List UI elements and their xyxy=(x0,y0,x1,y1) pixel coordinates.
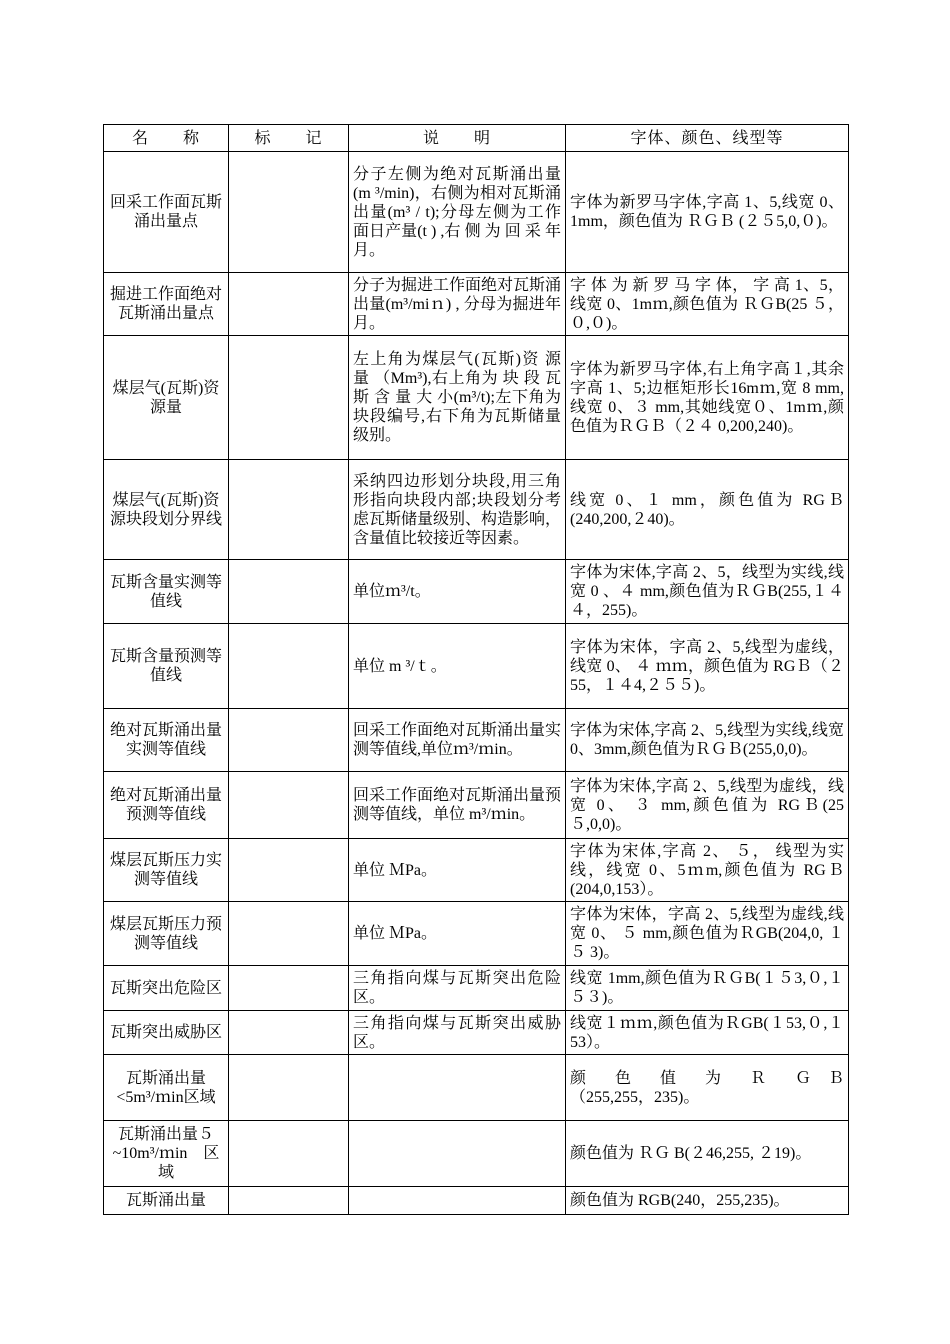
header-description: 说 明 xyxy=(349,125,566,152)
row-style: 颜色值为 RGB(240，255,235)。 xyxy=(566,1187,849,1215)
symbol-spec-table xyxy=(103,124,849,1215)
row-description xyxy=(349,1121,566,1187)
row-mark xyxy=(229,839,349,902)
row-style: 字体为新罗马字体,右上角字高１,其余字高 1、5;边框矩形长16mｍ,宽 8 mm,线宽 0、３ mm,其她线宽０、1mｍ,颜色值为ＲＧＢ（２４ 0,200,240)。 xyxy=(566,336,849,460)
row-mark xyxy=(229,709,349,772)
table-row xyxy=(104,772,849,839)
row-description: 三角指向煤与瓦斯突出威胁区。 xyxy=(349,1011,566,1055)
table-row xyxy=(104,336,849,460)
row-style: 颜 色 值 为 Ｒ Ｇ Ｂ（255,255，235)。 xyxy=(566,1055,849,1121)
row-description: 单位 ＭPa。 xyxy=(349,839,566,902)
row-mark xyxy=(229,460,349,560)
row-style: 颜色值为 ＲＧ B(２46,255, ２19)。 xyxy=(566,1121,849,1187)
row-style: 字 体 为 新 罗 马 字 体， 字 高 1、5，线宽 0、1mｍ,颜色值为 ＲＧB(25 ５， ０,０)。 xyxy=(566,273,849,336)
row-name: 瓦斯突出威胁区 xyxy=(104,1011,229,1055)
row-mark xyxy=(229,152,349,273)
row-mark xyxy=(229,1055,349,1121)
row-mark xyxy=(229,1011,349,1055)
header-mark: 标 记 xyxy=(229,125,349,152)
row-name: 煤层瓦斯压力预测等值线 xyxy=(104,902,229,966)
row-description: 左上角为煤层气(瓦斯)资 源 量 （Mm³),右上角为 块 段 瓦 斯 含 量 大 小(m³/t);左下角为块段编号,右下角为瓦斯储量级别。 xyxy=(349,336,566,460)
row-mark xyxy=(229,1121,349,1187)
row-style: 线宽 1mm,颜色值为ＲＧB(１５3,０,１５３)。 xyxy=(566,966,849,1011)
row-description: 单位 ＭPa。 xyxy=(349,902,566,966)
table-row xyxy=(104,1055,849,1121)
row-description: 三角指向煤与瓦斯突出危险区。 xyxy=(349,966,566,1011)
row-name: 煤层气(瓦斯)资源量 xyxy=(104,336,229,460)
row-name: 煤层瓦斯压力实测等值线 xyxy=(104,839,229,902)
row-style: 线宽 0、１ mm，颜色值为 RGＢ(240,200,２40)。 xyxy=(566,460,849,560)
row-name: 绝对瓦斯涌出量实测等值线 xyxy=(104,709,229,772)
table-row xyxy=(104,1187,849,1215)
row-name: 瓦斯涌出量<5m³/ｍin区域 xyxy=(104,1055,229,1121)
table-row xyxy=(104,152,849,273)
table-row xyxy=(104,560,849,624)
row-description: 分子为掘进工作面绝对瓦斯涌出量(m³/miｎ) , 分母为掘进年月。 xyxy=(349,273,566,336)
row-mark xyxy=(229,624,349,709)
row-style: 字体为宋体,字高 2、 ５， 线型为实线，线宽 0、5ｍm,颜色值为 RGＢ(204,0,153）。 xyxy=(566,839,849,902)
table-row xyxy=(104,839,849,902)
header-name: 名 称 xyxy=(104,125,229,152)
row-mark xyxy=(229,772,349,839)
row-style: 字体为宋体,字高 2、5,线型为虚线，线宽 0、 ３ mm,颜色值为 RGＢ(25 ５,0,0)。 xyxy=(566,772,849,839)
row-style: 字体为新罗马字体,字高 1、5,线宽 0、1mm，颜色值为 ＲＧＢ (２５5,0,０)。 xyxy=(566,152,849,273)
row-name: 煤层气(瓦斯)资源块段划分界线 xyxy=(104,460,229,560)
row-description: 分子左侧为绝对瓦斯涌出量(m ³/min)，右侧为相对瓦斯涌出量(m³ / t);分母左侧为工作面日产量(t ) ,右 侧 为 回 采 年月。 xyxy=(349,152,566,273)
row-name: 瓦斯涌出量 xyxy=(104,1187,229,1215)
row-mark xyxy=(229,902,349,966)
row-style: 字体为宋体，字高 2、5,线型为虚线,线宽 0、 ５ mm,颜色值为ＲGB(204,0, １５ 3)。 xyxy=(566,902,849,966)
table-row xyxy=(104,1121,849,1187)
row-description: 采纳四边形划分块段,用三角形指向块段内部;块段划分考虑瓦斯储量级别、构造影响，含量值比较接近等因素。 xyxy=(349,460,566,560)
table-row xyxy=(104,966,849,1011)
row-description: 单位 m ³/ｔ。 xyxy=(349,624,566,709)
row-description xyxy=(349,1055,566,1121)
row-name: 瓦斯涌出量５~10m³/ｍin 区域 xyxy=(104,1121,229,1187)
row-mark xyxy=(229,273,349,336)
table-row xyxy=(104,460,849,560)
row-name: 瓦斯含量实测等值线 xyxy=(104,560,229,624)
row-name: 瓦斯含量预测等值线 xyxy=(104,624,229,709)
row-description: 回采工作面绝对瓦斯涌出量实测等值线,单位ｍ³/ｍin。 xyxy=(349,709,566,772)
table-row xyxy=(104,624,849,709)
row-name: 绝对瓦斯涌出量预测等值线 xyxy=(104,772,229,839)
row-style: 字体为宋体，字高 2、5,线型为虚线，线宽 0、 ４ ｍｍ，颜色值为 RGＢ（２55，１４4,２５５)。 xyxy=(566,624,849,709)
row-mark xyxy=(229,966,349,1011)
row-description: 回采工作面绝对瓦斯涌出量预测等值线，单位 m³/ｍin。 xyxy=(349,772,566,839)
row-style: 字体为宋体,字高 2、5,线型为实线,线宽 0、3mm,颜色值为ＲＧＢ(255,0,0)。 xyxy=(566,709,849,772)
row-name: 掘进工作面绝对瓦斯涌出量点 xyxy=(104,273,229,336)
row-name: 瓦斯突出危险区 xyxy=(104,966,229,1011)
table-row xyxy=(104,273,849,336)
table-row xyxy=(104,709,849,772)
row-name: 回采工作面瓦斯涌出量点 xyxy=(104,152,229,273)
row-mark xyxy=(229,336,349,460)
row-mark xyxy=(229,1187,349,1215)
table-header-row xyxy=(104,125,849,152)
table-row xyxy=(104,902,849,966)
row-mark xyxy=(229,560,349,624)
row-description: 单位ｍ³/t。 xyxy=(349,560,566,624)
row-description xyxy=(349,1187,566,1215)
header-style: 字体、颜色、线型等 xyxy=(566,125,849,152)
table-row xyxy=(104,1011,849,1055)
row-style: 字体为宋体,字高 2、5，线型为实线,线宽 0 、４ mm,颜色值为ＲＧB(255,１４４，255)。 xyxy=(566,560,849,624)
row-style: 线宽１ｍｍ,颜色值为ＲGB(１53,０,１53）。 xyxy=(566,1011,849,1055)
